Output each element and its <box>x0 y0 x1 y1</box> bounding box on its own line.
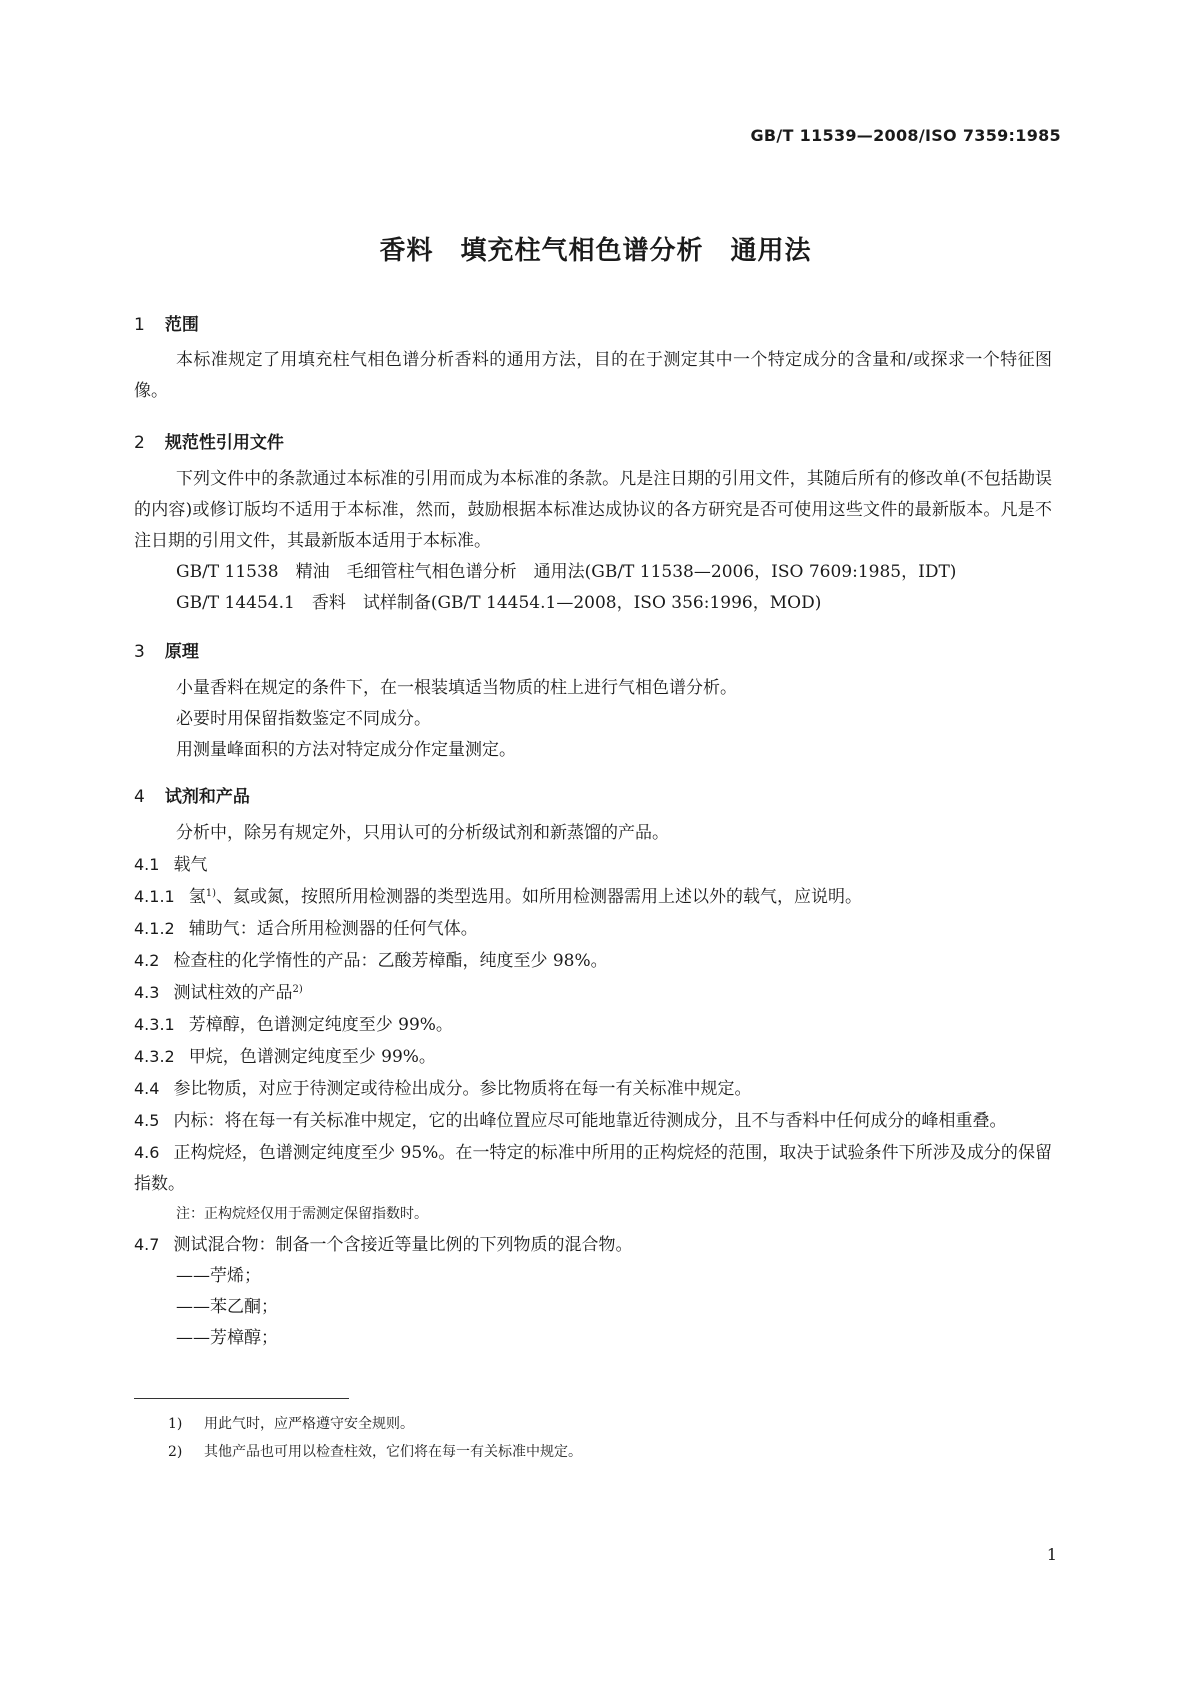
clause-text-cont: 、氦或氮，按照所用检测器的类型选用。如所用检测器需用上述以外的载气，应说明。 <box>215 887 862 907</box>
section-1-paragraph: 本标准规定了用填充柱气相色谱分析香料的通用方法，目的在于测定其中一个特定成分的含量和/或探求一个特征图像。 <box>134 350 1052 401</box>
principle-line-3: 用测量峰面积的方法对特定成分作定量测定。 <box>176 740 516 760</box>
clause-number: 4.3.1 <box>134 1015 175 1034</box>
clause-text: 检查柱的化学惰性的产品：乙酸芳樟酯，纯度至少 98%。 <box>173 951 608 971</box>
clause-text: 辅助气：适合所用检测器的任何气体。 <box>188 919 478 939</box>
clause-text: 甲烷，色谱测定纯度至少 99%。 <box>188 1047 436 1067</box>
section-3-number: 3 <box>134 642 145 662</box>
clause-4-4 <box>134 1073 1052 1105</box>
footnote-1 <box>168 1410 582 1438</box>
footnote-text: 用此气时，应严格遵守安全规则。 <box>204 1416 414 1432</box>
list-item: ——芳樟醇； <box>176 1328 278 1348</box>
clause-text: 芳樟醇，色谱测定纯度至少 99%。 <box>188 1015 453 1035</box>
clause-number: 4.1.1 <box>134 887 175 906</box>
clause-number: 4.2 <box>134 951 160 970</box>
section-2-title: 规范性引用文件 <box>164 433 284 453</box>
clause-4-1-1 <box>134 881 1052 913</box>
section-3-body <box>134 673 1052 766</box>
section-4-title: 试剂和产品 <box>164 787 250 807</box>
page-number: 1 <box>1046 1545 1057 1564</box>
clause-number: 4.3.2 <box>134 1047 175 1066</box>
clause-number: 4.7 <box>134 1235 160 1254</box>
clause-4-1-2 <box>134 913 1052 945</box>
footnote-mark: 2) <box>168 1444 183 1460</box>
footnote-ref-2: 2) <box>292 984 303 995</box>
clause-text: 测试混合物：制备一个含接近等量比例的下列物质的混合物。 <box>173 1235 633 1255</box>
section-4-body <box>134 818 1052 1354</box>
section-3-heading <box>134 637 199 662</box>
clause-4-7 <box>134 1229 1052 1261</box>
clause-number: 4.5 <box>134 1111 160 1130</box>
document-title: 香料 填充柱气相色谱分析 通用法 <box>379 236 812 266</box>
clause-text: 氢 <box>188 887 206 907</box>
list-item: ——苧烯； <box>176 1266 261 1286</box>
section-4-intro: 分析中，除另有规定外，只用认可的分析级试剂和新蒸馏的产品。 <box>176 823 669 843</box>
clause-text: 载气 <box>173 855 208 875</box>
footnote-ref-1: 1) <box>205 888 216 899</box>
section-2-paragraph: 下列文件中的条款通过本标准的引用而成为本标准的条款。凡是注日期的引用文件，其随后所有的修改单(不包括勘误的内容)或修订版均不适用于本标准，然而，鼓励根据本标准达成协议的各方研究是否可使用这些文件的最新版本。凡是不注日期的引用文件，其最新版本适用于本标准。 <box>134 469 1052 551</box>
clause-4-2 <box>134 945 1052 977</box>
footnote-mark: 1) <box>168 1416 183 1432</box>
clause-4-3-2 <box>134 1041 1052 1073</box>
section-4-number: 4 <box>134 787 145 807</box>
footnotes <box>168 1410 582 1466</box>
section-2-heading <box>134 428 284 453</box>
section-1-number: 1 <box>134 315 145 335</box>
section-2-body <box>134 464 1052 619</box>
clause-4-3-1 <box>134 1009 1052 1041</box>
clause-text: 参比物质，对应于待测定或待检出成分。参比物质将在每一有关标准中规定。 <box>173 1079 752 1099</box>
clause-text: 内标：将在每一有关标准中规定，它的出峰位置应尽可能地靠近待测成分，且不与香料中任何成分的峰相重叠。 <box>173 1111 1007 1131</box>
clause-number: 4.6 <box>134 1143 160 1162</box>
clause-number: 4.1 <box>134 855 160 874</box>
principle-line-2: 必要时用保留指数鉴定不同成分。 <box>176 709 431 729</box>
clause-number: 4.3 <box>134 983 160 1002</box>
section-2-number: 2 <box>134 433 145 453</box>
principle-line-1: 小量香料在规定的条件下，在一根装填适当物质的柱上进行气相色谱分析。 <box>176 678 737 698</box>
list-item: ——苯乙酮； <box>176 1297 278 1317</box>
section-1-title: 范围 <box>164 315 199 335</box>
clause-text: 正构烷烃，色谱测定纯度至少 95%。在一特定的标准中所用的正构烷烃的范围，取决于试验条件下所涉及成分的保留指数。 <box>134 1143 1052 1194</box>
normative-reference-2: GB/T 14454.1 香料 试样制备(GB/T 14454.1—2008，ISO 356:1996，MOD) <box>176 593 822 613</box>
note-normal-alkanes: 注：正构烷烃仅用于需测定保留指数时。 <box>176 1206 428 1222</box>
section-1-heading <box>134 310 199 335</box>
clause-4-3 <box>134 977 1052 1009</box>
clause-number: 4.1.2 <box>134 919 175 938</box>
standard-code: GB/T 11539—2008/ISO 7359:1985 <box>750 126 1061 145</box>
clause-4-6 <box>134 1137 1052 1200</box>
clause-4-5 <box>134 1105 1052 1137</box>
clause-text: 测试柱效的产品 <box>173 983 293 1003</box>
clause-4-1 <box>134 849 1052 881</box>
footnote-divider <box>134 1398 349 1399</box>
clause-number: 4.4 <box>134 1079 160 1098</box>
footnote-2 <box>168 1438 582 1466</box>
section-4-heading <box>134 782 250 807</box>
normative-reference-1: GB/T 11538 精油 毛细管柱气相色谱分析 通用法(GB/T 11538—2006，ISO 7609:1985，IDT) <box>176 562 957 582</box>
section-1-body <box>134 345 1052 407</box>
footnote-text: 其他产品也可用以检查柱效，它们将在每一有关标准中规定。 <box>204 1444 582 1460</box>
section-3-title: 原理 <box>164 642 199 662</box>
